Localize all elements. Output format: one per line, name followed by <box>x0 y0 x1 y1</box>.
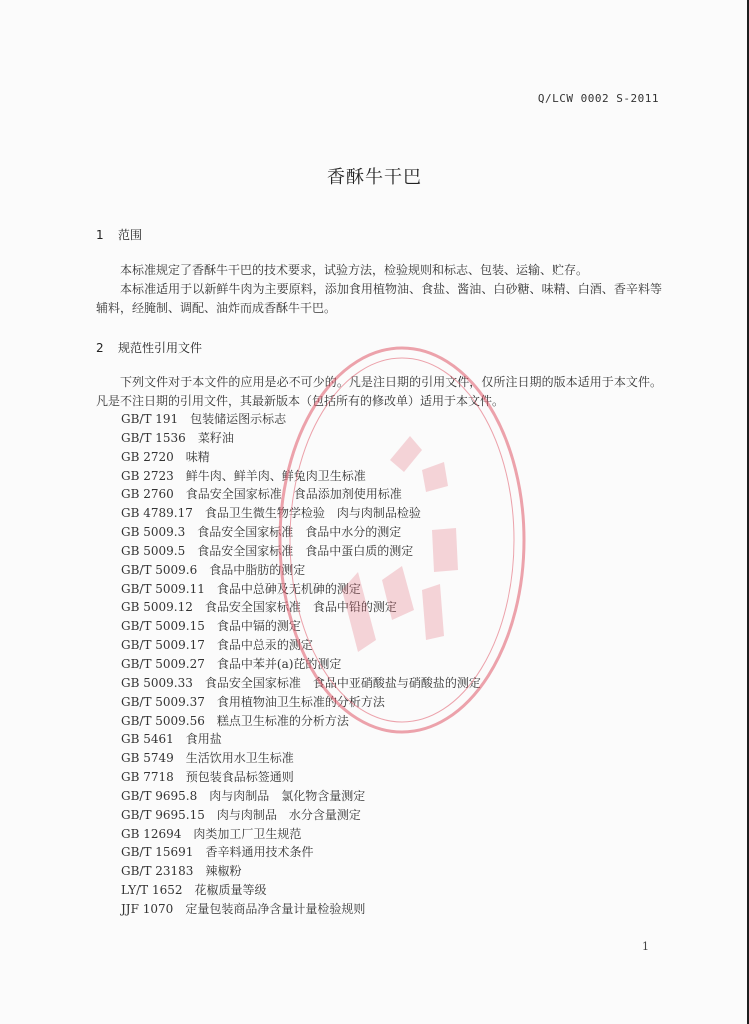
reference-item <box>121 749 481 768</box>
reference-item <box>121 730 481 749</box>
reference-item <box>121 881 481 900</box>
reference-title: 食品卫生微生物学检验 肉与肉制品检验 <box>204 506 421 521</box>
reference-code: GB/T 1536 <box>121 430 186 445</box>
reference-title: 食用盐 <box>185 732 222 747</box>
reference-title: 菜籽油 <box>197 430 234 445</box>
reference-code: GB/T 5009.11 <box>121 581 205 596</box>
reference-item <box>121 674 481 693</box>
reference-title: 食品中总汞的测定 <box>216 638 313 653</box>
reference-item <box>121 806 481 825</box>
reference-title: 食品中苯并(a)芘的测定 <box>216 656 342 671</box>
reference-code: JJF 1070 <box>121 901 174 916</box>
reference-code: GB/T 5009.15 <box>121 619 205 634</box>
reference-code: GB 4789.17 <box>121 506 193 521</box>
reference-code: GB 5009.3 <box>121 525 186 540</box>
reference-item <box>121 693 481 712</box>
reference-title: 味精 <box>185 449 210 464</box>
reference-title: 鲜牛肉、鲜羊肉、鲜兔肉卫生标准 <box>185 468 366 483</box>
section-2-number: 2 <box>96 341 104 355</box>
reference-code: GB 2720 <box>121 449 174 464</box>
refs-intro-paragraph: 下列文件对于本文件的应用是必不可少的。凡是注日期的引用文件，仅所注日期的版本适用于本文件。凡是不注日期的引用文件，其最新版本（包括所有的修改单）适用于本文件。 <box>96 375 662 408</box>
reference-code: GB 5461 <box>121 732 174 747</box>
reference-item <box>121 862 481 881</box>
reference-item <box>121 636 481 655</box>
reference-item <box>121 448 481 467</box>
reference-title: 花椒质量等级 <box>194 883 267 898</box>
reference-title: 肉与肉制品 水分含量测定 <box>216 807 361 822</box>
document-code: Q/LCW 0002 S-2011 <box>537 92 659 105</box>
reference-title: 预包装食品标签通则 <box>185 770 294 785</box>
section-2-heading <box>96 339 202 356</box>
reference-code: GB 7718 <box>121 770 174 785</box>
reference-item <box>121 542 481 561</box>
reference-code: GB 12694 <box>121 826 182 841</box>
reference-code: LY/T 1652 <box>121 883 183 898</box>
reference-title: 食品中总砷及无机砷的测定 <box>216 581 361 596</box>
reference-item <box>121 504 481 523</box>
reference-title: 食品安全国家标准 食品中水分的测定 <box>197 525 402 540</box>
reference-code: GB/T 5009.17 <box>121 638 205 653</box>
page-number: 1 <box>642 940 649 953</box>
reference-title: 食品安全国家标准 食品中铅的测定 <box>204 600 397 615</box>
document-title: 香酥牛干巴 <box>327 167 422 188</box>
reference-code: GB/T 23183 <box>121 864 194 879</box>
scope-paragraph-1: 本标准规定了香酥牛干巴的技术要求，试验方法，检验规则和标志、包装、运输、贮存。 <box>120 263 589 277</box>
reference-code: GB/T 9695.8 <box>121 788 198 803</box>
reference-title: 香辛料通用技术条件 <box>205 845 314 860</box>
reference-item <box>121 787 481 806</box>
reference-code: GB/T 5009.27 <box>121 656 205 671</box>
reference-code: GB 5009.5 <box>121 543 186 558</box>
reference-title: 定量包装商品净含量计量检验规则 <box>185 901 366 916</box>
reference-item <box>121 825 481 844</box>
reference-title: 辣椒粉 <box>205 864 242 879</box>
reference-title: 食用植物油卫生标准的分析方法 <box>216 694 385 709</box>
reference-code: GB 2760 <box>121 487 174 502</box>
reference-code: GB/T 5009.56 <box>121 713 205 728</box>
section-1-number: 1 <box>96 228 104 242</box>
section-1-title: 范围 <box>118 228 143 242</box>
reference-item <box>121 580 481 599</box>
reference-code: GB/T 9695.15 <box>121 807 205 822</box>
reference-title: 生活饮用水卫生标准 <box>185 751 294 766</box>
section-2-title: 规范性引用文件 <box>118 341 203 355</box>
reference-item <box>121 712 481 731</box>
reference-title: 肉类加工厂卫生规范 <box>193 826 302 841</box>
reference-item <box>121 410 481 429</box>
reference-item <box>121 655 481 674</box>
reference-item <box>121 617 481 636</box>
reference-item <box>121 768 481 787</box>
reference-code: GB 5749 <box>121 751 174 766</box>
reference-code: GB 2723 <box>121 468 174 483</box>
reference-item <box>121 523 481 542</box>
reference-code: GB/T 5009.37 <box>121 694 205 709</box>
scope-paragraph-2: 本标准适用于以新鲜牛肉为主要原料，添加食用植物油、食盐、酱油、白砂糖、味精、白酒、香辛料等辅料，经腌制、调配、油炸而成香酥牛干巴。 <box>96 282 662 315</box>
reference-item <box>121 561 481 580</box>
reference-title: 食品安全国家标准 食品中蛋白质的测定 <box>197 543 414 558</box>
reference-title: 肉与肉制品 氯化物含量测定 <box>209 788 366 803</box>
reference-title: 食品中脂肪的测定 <box>209 562 306 577</box>
reference-title: 包装储运图示标志 <box>190 412 287 426</box>
reference-item <box>121 485 481 504</box>
reference-code: GB/T 15691 <box>121 845 194 860</box>
reference-item <box>121 843 481 862</box>
reference-item <box>121 429 481 448</box>
reference-item <box>121 598 481 617</box>
reference-title: 食品安全国家标准 食品中亚硝酸盐与硝酸盐的测定 <box>204 675 481 690</box>
reference-item <box>121 467 481 486</box>
reference-code: GB/T 5009.6 <box>121 562 198 577</box>
reference-title: 食品中镉的测定 <box>216 619 301 634</box>
reference-code: GB/T 191 <box>121 412 179 426</box>
reference-title: 糕点卫生标准的分析方法 <box>216 713 349 728</box>
reference-list <box>121 410 481 919</box>
reference-title: 食品安全国家标准 食品添加剂使用标准 <box>185 487 402 502</box>
reference-code: GB 5009.12 <box>121 600 193 615</box>
reference-code: GB 5009.33 <box>121 675 193 690</box>
section-1-heading <box>96 226 142 243</box>
reference-item <box>121 900 481 919</box>
